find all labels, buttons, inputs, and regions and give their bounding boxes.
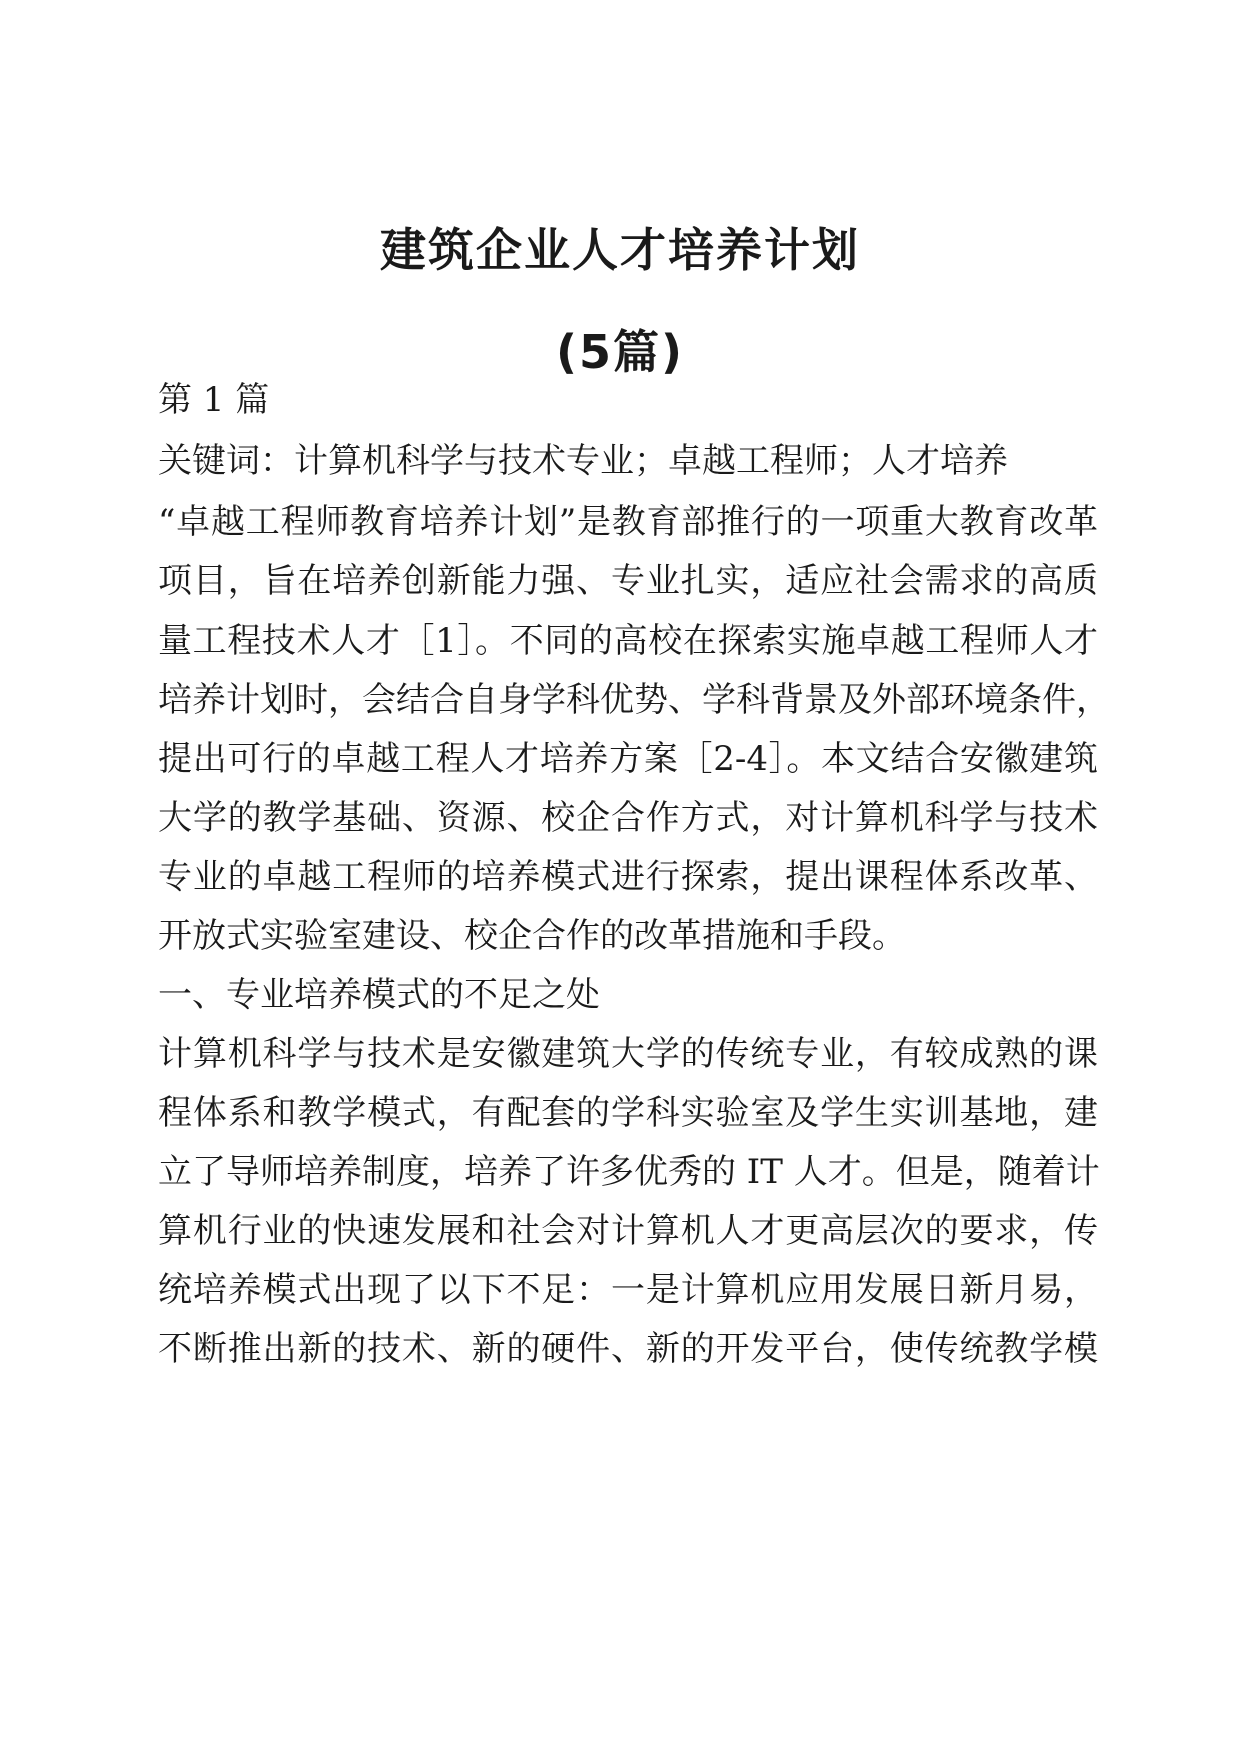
paragraph-line: 不断推出新的技术、新的硬件、新的开发平台，使传统教学模 <box>158 1329 1098 1369</box>
paragraph-line: 程体系和教学模式，有配套的学科实验室及学生实训基地，建 <box>158 1093 1098 1133</box>
paragraph-line: 培养计划时，会结合自身学科优势、学科背景及外部环境条件， <box>158 680 1110 720</box>
keywords-line: 关键词：计算机科学与技术专业；卓越工程师；人才培养 <box>158 441 1008 481</box>
paragraph-line: “卓越工程师教育培养计划”是教育部推行的一项重大教育改革 <box>158 502 1098 542</box>
paragraph-line: 立了导师培养制度，培养了许多优秀的 IT 人才。但是，随着计 <box>158 1152 1100 1192</box>
paragraph-line: 算机行业的快速发展和社会对计算机人才更高层次的要求，传 <box>158 1211 1098 1251</box>
section-label: 第 1 篇 <box>158 380 270 420</box>
document-subtitle: (5篇) <box>555 325 685 379</box>
paragraph-line: 统培养模式出现了以下不足：一是计算机应用发展日新月易， <box>158 1270 1098 1310</box>
paragraph-line: 开放式实验室建设、校企合作的改革措施和手段。 <box>158 916 906 956</box>
paragraph-line: 量工程技术人才［1］。不同的高校在探索实施卓越工程师人才 <box>158 621 1098 661</box>
section-heading: 一、专业培养模式的不足之处 <box>158 975 600 1015</box>
paragraph-line: 计算机科学与技术是安徽建筑大学的传统专业，有较成熟的课 <box>158 1034 1098 1074</box>
paragraph-line: 专业的卓越工程师的培养模式进行探索，提出课程体系改革、 <box>158 857 1098 897</box>
paragraph-line: 项目，旨在培养创新能力强、专业扎实，适应社会需求的高质 <box>158 561 1098 601</box>
paragraph-line: 提出可行的卓越工程人才培养方案［2-4］。本文结合安徽建筑 <box>158 739 1098 779</box>
paragraph-line: 大学的教学基础、资源、校企合作方式，对计算机科学与技术 <box>158 798 1098 838</box>
document-title: 建筑企业人才培养计划 <box>380 223 860 277</box>
